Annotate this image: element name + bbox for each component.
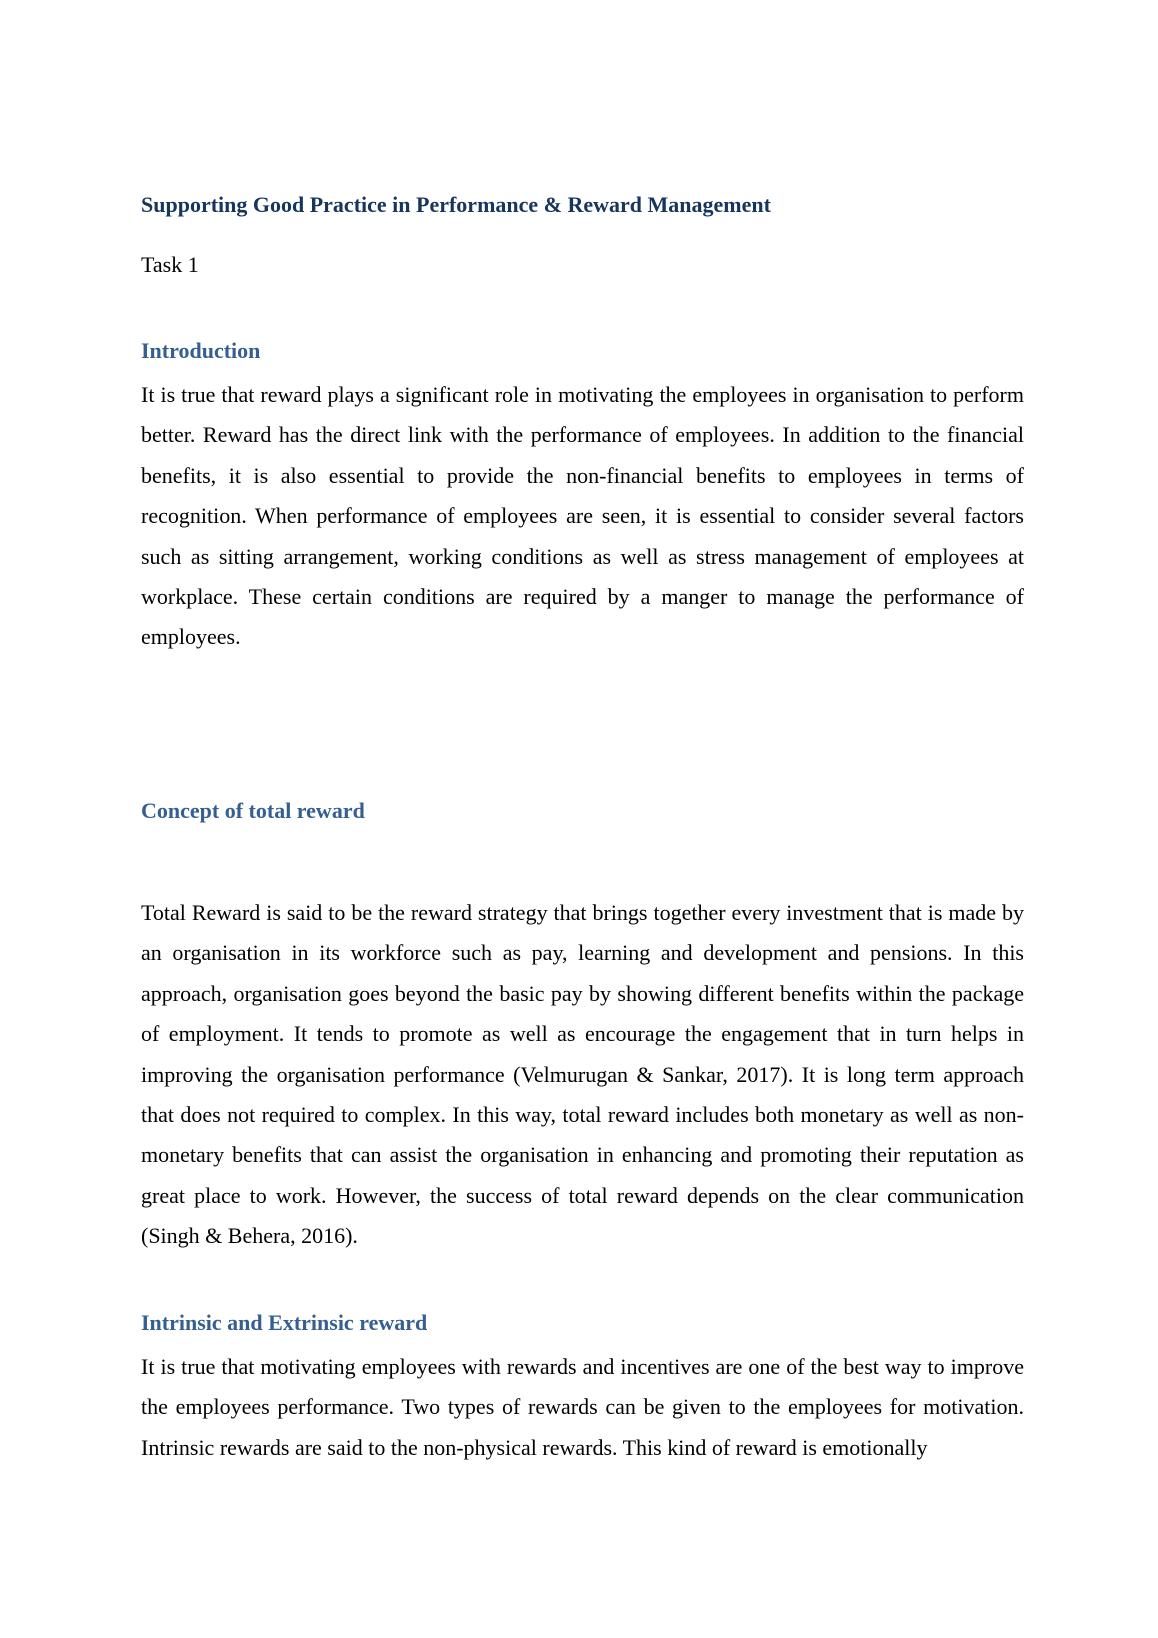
document-title: Supporting Good Practice in Performance & Reward Management bbox=[141, 192, 771, 217]
document-page bbox=[141, 0, 1024, 1638]
section-heading-intrinsic-extrinsic: Intrinsic and Extrinsic reward bbox=[141, 1310, 428, 1335]
section-paragraph-introduction: It is true that reward plays a significant role in motivating the employees in organisation to perform better. Reward has the direct link with the performance of employees. In addition to the financial benefits, it is also essential to provide the non-financial benefits to employees in terms of recognition. When performance of employees are seen, it is essential to consider several factors such as sitting arrangement, working conditions as well as stress management of employees at workplace. These certain conditions are required by a manger to manage the performance of employees. bbox=[141, 382, 1024, 650]
section-paragraph-intrinsic-extrinsic: It is true that motivating employees with rewards and incentives are one of the best way to improve the employees performance. Two types of rewards can be given to the employees for motivation. Intrinsic rewards are said to the non-physical rewards. This kind of reward is emotionally bbox=[141, 1354, 1024, 1460]
task-label: Task 1 bbox=[141, 252, 199, 277]
section-paragraph-total-reward: Total Reward is said to be the reward strategy that brings together every investment that is made by an organisation in its workforce such as pay, learning and development and pensions. In this approach, organisation goes beyond the basic pay by showing different benefits within the package of employment. It tends to promote as well as encourage the engagement that in turn helps in improving the organisation performance (Velmurugan & Sankar, 2017). It is long term approach that does not required to complex. In this way, total reward includes both monetary as well as non-monetary benefits that can assist the organisation in enhancing and promoting their reputation as great place to work. However, the success of total reward depends on the clear communication (Singh & Behera, 2016). bbox=[141, 900, 1024, 1249]
section-heading-total-reward: Concept of total reward bbox=[141, 798, 365, 823]
section-heading-introduction: Introduction bbox=[141, 338, 261, 363]
